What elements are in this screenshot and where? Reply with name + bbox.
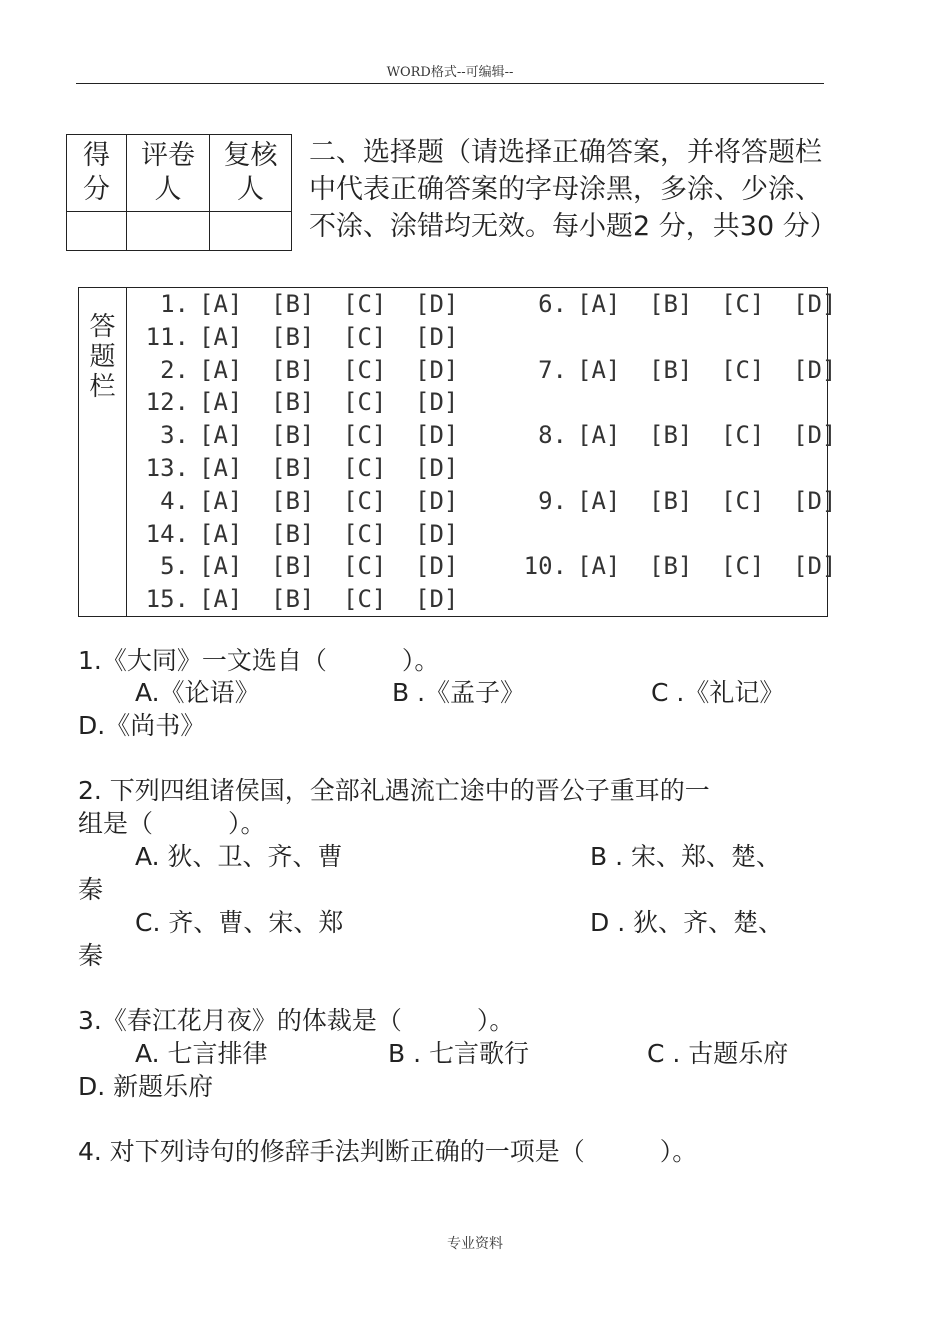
answer-row-left [127,518,477,551]
question-number: 6. [538,290,567,318]
answer-bubble[interactable]: [A] [199,388,243,417]
answer-row-right [489,419,855,452]
question-2-option-b: B . 宋、郑、楚、 [590,842,781,871]
answer-bubble[interactable]: [D] [793,290,837,318]
page-header: WORD格式--可编辑-- [76,66,824,84]
answer-bubble[interactable]: [D] [793,355,837,384]
question-number: 8. [538,421,567,450]
question-3-option-a: A. 七言排律 [135,1039,268,1068]
answer-bubble[interactable]: [D] [415,552,459,581]
answer-bubble[interactable]: [B] [271,421,315,450]
answer-row-left [127,485,477,518]
answer-bubble[interactable]: [C] [343,421,387,450]
answer-bubble[interactable]: [B] [649,486,693,515]
question-1-option-a: A.《论语》 [135,678,260,707]
answer-row-left [127,452,477,485]
answer-bubble[interactable]: [A] [199,552,243,581]
answer-bubble[interactable]: [B] [271,585,315,614]
question-2-stem-cont: 组是（ ）。 [78,809,266,838]
answer-bubble[interactable]: [A] [577,421,621,450]
answer-bubble[interactable]: [A] [199,290,243,318]
answer-bubble[interactable]: [A] [199,585,243,614]
question-number: 13. [145,454,189,482]
answer-row-left [127,583,477,616]
score-header-score: 得分 [67,135,127,212]
question-2-stem: 2. 下列四组诸侯国，全部礼遇流亡途中的晋公子重耳的一 [78,776,710,805]
answer-bubble[interactable]: [A] [199,322,243,351]
answer-bubble[interactable]: [C] [343,454,387,482]
answer-bubble[interactable]: [B] [649,421,693,450]
answer-bubble[interactable]: [A] [199,486,243,515]
answer-bubble[interactable]: [B] [271,355,315,384]
answer-bubble[interactable]: [D] [793,486,837,515]
question-3-option-d: D. 新题乐府 [78,1072,214,1101]
answer-bubble[interactable]: [C] [343,290,387,318]
answer-bubble[interactable]: [D] [415,290,459,318]
answer-bubble[interactable]: [C] [343,519,387,548]
score-header-reviewer: 复核人 [210,135,292,212]
question-number: 3. [160,421,189,450]
answer-bubble[interactable]: [B] [649,552,693,581]
answer-bubble[interactable]: [A] [199,355,243,384]
answer-bubble[interactable]: [A] [199,519,243,548]
answer-bubble[interactable]: [D] [793,552,837,581]
answer-bubble[interactable]: [C] [721,355,765,384]
question-2-option-d-cont: 秦 [78,941,104,970]
section-title: 二、选择题（请选择正确答案，并将答题栏中代表正确答案的字母涂黑，多涂、少涂、不涂、涂错均无效。每小题2 分，共30 分） [309,137,837,242]
question-number: 10. [523,552,567,581]
answer-row-left [127,550,477,583]
question-number: 9. [538,486,567,515]
question-number: 7. [538,355,567,384]
question-number: 15. [145,585,189,614]
answer-bubble[interactable]: [B] [271,486,315,515]
question-3-option-c: C . 古题乐府 [647,1039,789,1068]
answer-bubble[interactable]: [A] [199,454,243,482]
answer-sheet [78,287,837,617]
answer-sheet-label: 答 题 栏 [79,288,127,616]
answer-bubble[interactable]: [B] [649,290,693,318]
answer-bubble[interactable]: [D] [415,388,459,417]
answer-row-right [489,354,855,387]
answer-row-left [127,321,477,354]
answer-bubble[interactable]: [B] [271,388,315,417]
question-number: 12. [145,388,189,417]
answer-bubble[interactable]: [B] [271,454,315,482]
answer-bubble[interactable]: [A] [577,355,621,384]
answer-bubble[interactable]: [D] [415,585,459,614]
question-3-option-b: B . 七言歌行 [388,1039,529,1068]
reviewer-cell[interactable] [210,212,292,251]
answer-row-right [489,550,855,583]
question-number: 1. [160,290,189,318]
answer-bubble[interactable]: [C] [721,421,765,450]
question-number: 4. [160,486,189,515]
answer-bubble[interactable]: [D] [415,322,459,351]
question-2-option-c: C. 齐、曹、宋、郑 [135,908,344,937]
answer-bubble[interactable]: [A] [577,552,621,581]
answer-bubble[interactable]: [C] [343,486,387,515]
answer-row-right [489,288,855,321]
page-footer: 专业资料 [447,1236,503,1252]
answer-row-left [127,419,477,452]
score-header-grader: 评卷人 [127,135,210,212]
answer-bubble[interactable]: [D] [415,486,459,515]
question-number: 14. [145,519,189,548]
question-number: 11. [145,322,189,351]
answer-bubble[interactable]: [B] [271,519,315,548]
question-number: 5. [160,552,189,581]
answer-row-left [127,288,477,321]
answer-bubble[interactable]: [C] [343,388,387,417]
answer-bubble[interactable]: [D] [415,454,459,482]
answer-bubble[interactable]: [D] [793,421,837,450]
score-table [66,134,292,251]
answer-bubble[interactable]: [D] [415,355,459,384]
answer-bubble[interactable]: [B] [271,322,315,351]
question-2-option-d: D . 狄、齐、楚、 [590,908,784,937]
answer-bubble[interactable]: [D] [415,519,459,548]
answer-bubble[interactable]: [A] [577,290,621,318]
score-cell[interactable] [67,212,127,251]
question-2-option-b-cont: 秦 [78,875,104,904]
answer-bubble[interactable]: [C] [721,552,765,581]
question-number: 2. [160,355,189,384]
answer-bubble[interactable]: [A] [199,421,243,450]
answer-bubble[interactable]: [B] [649,355,693,384]
answer-row-left [127,386,477,419]
answer-bubble[interactable]: [A] [577,486,621,515]
answer-bubble[interactable]: [C] [343,585,387,614]
answer-bubble[interactable]: [C] [721,290,765,318]
answer-bubble[interactable]: [C] [343,322,387,351]
answer-row-right [489,485,855,518]
question-2-option-a: A. 狄、卫、齐、曹 [135,842,343,871]
answer-bubble[interactable]: [C] [721,486,765,515]
question-1-option-b: B .《孟子》 [392,678,526,707]
answer-bubble[interactable]: [B] [271,552,315,581]
question-3-stem: 3.《春江花月夜》的体裁是（ ）。 [78,1006,515,1035]
answer-row-left [127,354,477,387]
question-1-stem: 1.《大同》一文选自（ ）。 [78,646,440,675]
answer-bubble[interactable]: [C] [343,552,387,581]
question-4-stem: 4. 对下列诗句的修辞手法判断正确的一项是（ ）。 [78,1137,698,1166]
question-1-option-d: D.《尚书》 [78,711,206,740]
question-1-option-c: C .《礼记》 [651,678,785,707]
answer-bubble[interactable]: [B] [271,290,315,318]
answer-bubble[interactable]: [C] [343,355,387,384]
answer-bubble[interactable]: [D] [415,421,459,450]
grader-cell[interactable] [127,212,210,251]
